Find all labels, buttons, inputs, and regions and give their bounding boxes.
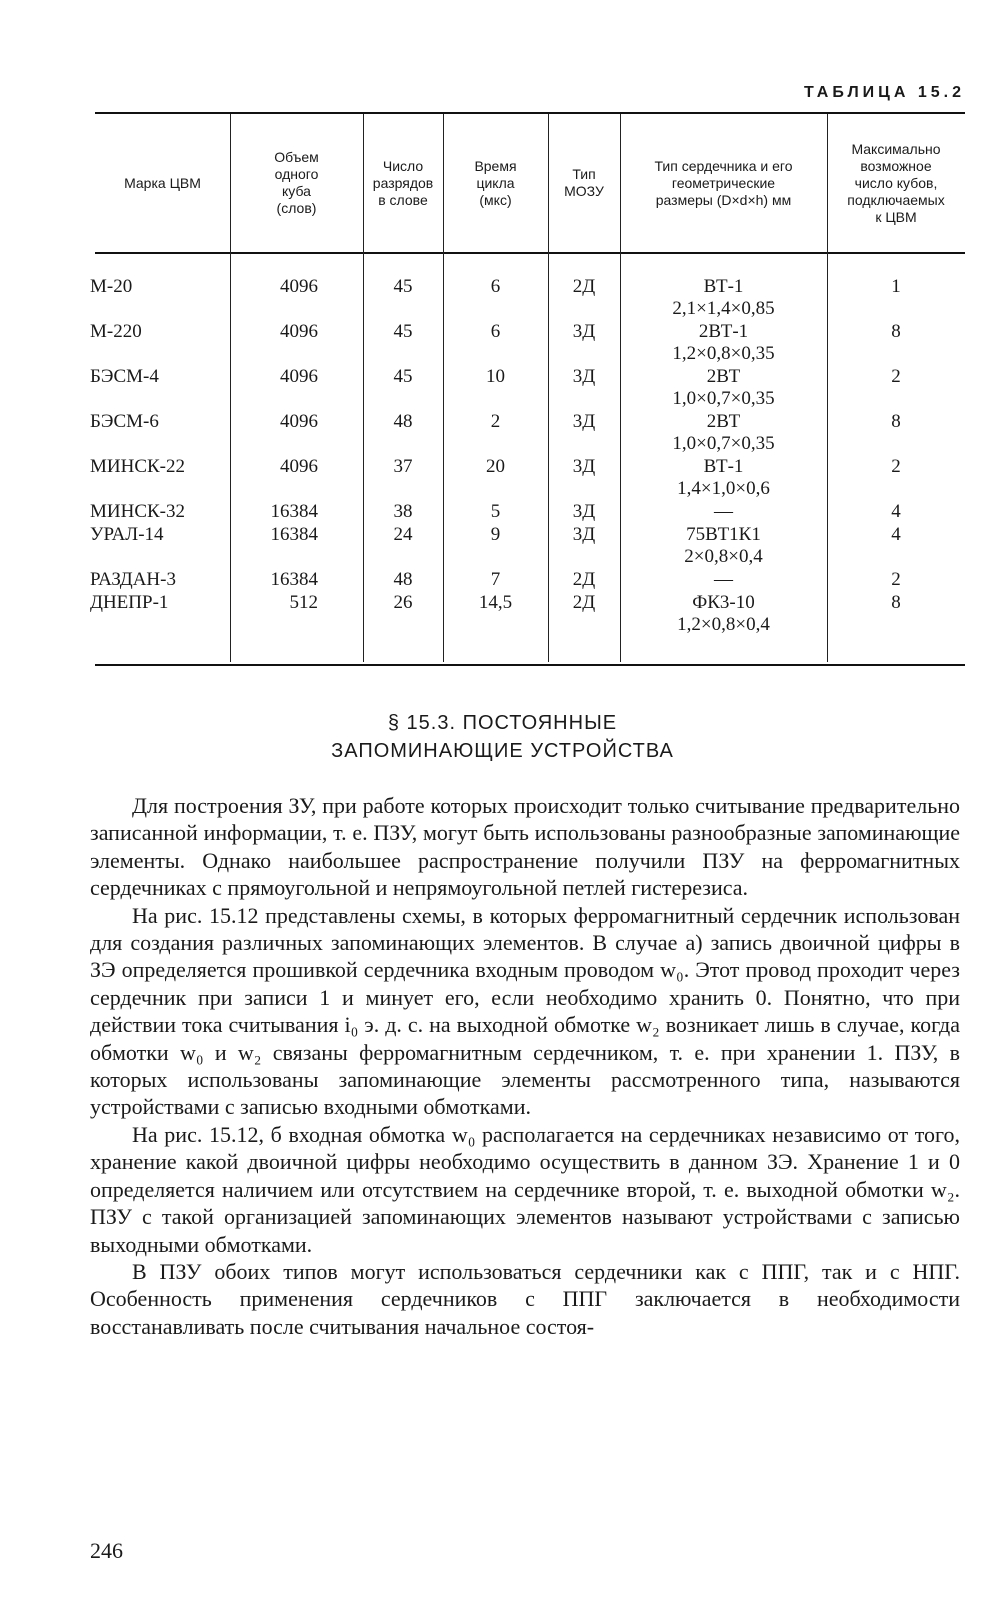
table-header-text: возможное bbox=[860, 157, 932, 174]
table-cell-volume: 512 bbox=[289, 592, 318, 613]
table-cell-volume: 4096 bbox=[280, 456, 318, 477]
table-cell-cycle: 9 bbox=[490, 524, 501, 545]
table-cell-dims: 1,0×0,7×0,35 bbox=[672, 388, 775, 409]
table-cell-mozu: 3Д bbox=[572, 501, 596, 522]
table-cell-volume: 16384 bbox=[270, 501, 318, 522]
table-header-cell bbox=[548, 114, 620, 252]
table-header-cell bbox=[620, 114, 827, 252]
table-cell-max: 8 bbox=[891, 411, 901, 432]
table-header-text: цикла bbox=[476, 174, 515, 191]
table-cell-mozu: 2Д bbox=[572, 276, 596, 297]
table-header-text: геометрические bbox=[671, 174, 776, 191]
table-header-text: число кубов, bbox=[854, 174, 938, 191]
table-cell-brand: УРАЛ-14 bbox=[90, 524, 164, 545]
table-header-cell bbox=[95, 114, 230, 252]
table-cell-mozu: 3Д bbox=[572, 411, 596, 432]
table-cell-brand: БЭСМ-6 bbox=[90, 411, 159, 432]
table-cell-bits: 48 bbox=[393, 411, 413, 432]
section-title-line1: § 15.3. ПОСТОЯННЫЕ bbox=[387, 712, 618, 734]
section-title-line2: ЗАПОМИНАЮЩИЕ УСТРОЙСТВА bbox=[331, 740, 674, 762]
paragraph: На рис. 15.12 представлены схемы, в которых ферромагнитный сердечник использован для создания различных запоминающих элементов. В случае а) запись двоичной цифры в ЗЭ определяется прошивкой сердечника входным проводом w₀. Этот провод проходит через сердечник при записи 1 и минует его, если необходимо хранить 0. Понятно, что при действии тока считывания i₀ э. д. с. на выходной обмотке w₂ возникает лишь в случае, когда обмотки w₀ и w₂ связаны ферромагнитным сердечником, т. е. при хранении 1. ПЗУ, в которых использованы запоминающие элементы рассмотренного типа, называются устройствами с записью входными обмотками. bbox=[90, 902, 960, 1120]
table-header-cell bbox=[363, 114, 443, 252]
body-text bbox=[90, 792, 960, 1340]
table-cell-dims: 1,2×0,8×0,35 bbox=[672, 343, 775, 364]
table-cell-max: 4 bbox=[891, 524, 901, 545]
table-header-cell bbox=[827, 114, 965, 252]
table-cell-core: 75ВТ1К1 bbox=[686, 524, 761, 545]
table-cell-cycle: 10 bbox=[486, 366, 505, 387]
table-cell-mozu: 3Д bbox=[572, 321, 596, 342]
table-cell-mozu: 2Д bbox=[572, 569, 596, 590]
table-cell-brand: М-20 bbox=[90, 276, 133, 297]
table-cell-max: 4 bbox=[891, 501, 901, 522]
page-number: 246 bbox=[90, 1538, 123, 1563]
table-header-text: МОЗУ bbox=[564, 183, 604, 199]
table-header-text: Максимально bbox=[851, 140, 941, 157]
table-header-text: Марка ЦВМ bbox=[124, 174, 201, 191]
table-cell-dims: 1,2×0,8×0,4 bbox=[677, 614, 770, 635]
table-cell-core: — bbox=[714, 501, 733, 522]
table-header-text: куба bbox=[282, 183, 311, 199]
table-cell-volume: 16384 bbox=[270, 524, 318, 545]
table-cell-cycle: 20 bbox=[486, 456, 505, 477]
table-cell-bits: 24 bbox=[393, 524, 413, 545]
table-cell-brand: ДНЕПР-1 bbox=[90, 592, 169, 613]
table-cell-max: 2 bbox=[891, 569, 901, 590]
table-header-text: Объем bbox=[274, 149, 319, 165]
table-cell-mozu: 3Д bbox=[572, 366, 596, 387]
table-cell-mozu: 3Д bbox=[572, 524, 596, 545]
table-cell-bits: 26 bbox=[393, 592, 413, 613]
table-cell-volume: 16384 bbox=[270, 569, 318, 590]
table-cell-core: 2ВТ-1 bbox=[698, 321, 749, 342]
table-cell-brand: БЭСМ-4 bbox=[90, 366, 159, 387]
table-cell-brand: РАЗДАН-3 bbox=[90, 569, 176, 590]
table-cell-brand: М-220 bbox=[90, 321, 142, 342]
table-cell-dims: 2,1×1,4×0,85 bbox=[672, 298, 775, 319]
table-cell-bits: 48 bbox=[393, 569, 413, 590]
table-cell-dims: 1,0×0,7×0,35 bbox=[672, 433, 775, 454]
table-caption: ТАБЛИЦА 15.2 bbox=[804, 84, 965, 101]
table-cell-bits: 45 bbox=[393, 366, 413, 387]
table-header-text: (мкс) bbox=[479, 191, 512, 208]
table-header-cell bbox=[443, 114, 548, 252]
table-header-text: к ЦВМ bbox=[875, 208, 917, 225]
table-cell-brand: МИНСК-32 bbox=[90, 501, 186, 522]
table-header-text: в слове bbox=[378, 191, 428, 208]
table-cell-volume: 4096 bbox=[280, 276, 318, 297]
table-cell-volume: 4096 bbox=[280, 366, 318, 387]
table-cell-dims: 2×0,8×0,4 bbox=[684, 546, 763, 567]
table-cell-max: 8 bbox=[891, 321, 901, 342]
table-cell-core: — bbox=[714, 569, 733, 590]
table-cell-core: 2ВТ bbox=[706, 366, 741, 387]
table-cell-mozu: 3Д bbox=[572, 456, 596, 477]
table-header-text: Время bbox=[474, 157, 517, 174]
table-cell-mozu: 2Д bbox=[572, 592, 596, 613]
table-cell-max: 1 bbox=[891, 276, 901, 297]
table-header-text: разрядов bbox=[372, 174, 434, 191]
table-cell-brand: МИНСК-22 bbox=[90, 456, 186, 477]
table-header-text: (слов) bbox=[276, 200, 317, 216]
paragraph: Для построения ЗУ, при работе которых происходит только считывание предварительно записанной информации, т. е. ПЗУ, могут быть использованы разнообразные запоминающие элементы. Однако наибольшее распространение получили ПЗУ на ферромагнитных сердечниках с прямоугольной и непрямоугольной петлей гистерезиса. bbox=[90, 793, 960, 901]
table-cell-cycle: 7 bbox=[490, 569, 501, 590]
table-cell-cycle: 2 bbox=[490, 411, 501, 432]
table-header-text: подключаемых bbox=[847, 191, 945, 208]
table-cell-bits: 38 bbox=[393, 501, 413, 522]
table-cell-max: 8 bbox=[891, 592, 901, 613]
table-cell-cycle: 14,5 bbox=[478, 592, 513, 613]
table-cell-bits: 37 bbox=[393, 456, 413, 477]
paragraph: На рис. 15.12, б входная обмотка w₀ располагается на сердечниках независимо от того, хранение какой двоичной цифры необходимо осуществить в данном ЗЭ. Хранение 1 и 0 определяется наличием или отсутствием на сердечнике второй, т. е. выходной обмотки w₂. ПЗУ с такой организацией запоминающих элементов называют устройствами с записью выходными обмотками. bbox=[90, 1121, 960, 1257]
table-cell-bits: 45 bbox=[393, 321, 413, 342]
table-header-rule bbox=[95, 252, 965, 254]
table-header-text: Число bbox=[382, 157, 424, 174]
table-cell-cycle: 5 bbox=[490, 501, 501, 522]
table-cell-cycle: 6 bbox=[490, 276, 501, 297]
table-cell-max: 2 bbox=[891, 366, 901, 387]
paragraph: В ПЗУ обоих типов могут использоваться сердечники как с ППГ, так и с НПГ. Особенность применения сердечников с ППГ заключается в необходимости восстанавливать после считывания начальное состоя- bbox=[90, 1258, 960, 1339]
table-cell-max: 2 bbox=[891, 456, 901, 477]
table-cell-volume: 4096 bbox=[280, 411, 318, 432]
table-header-text: размеры (D×d×h) мм bbox=[655, 191, 792, 208]
table-cell-bits: 45 bbox=[393, 276, 413, 297]
table-cell-dims: 1,4×1,0×0,6 bbox=[677, 478, 770, 499]
table-cell-core: 2ВТ bbox=[706, 411, 741, 432]
table-header-text: одного bbox=[274, 166, 319, 182]
table-bottom-rule bbox=[95, 664, 965, 666]
table-header-text: Тип bbox=[572, 166, 596, 182]
table-cell-core: ФК3-10 bbox=[692, 592, 755, 613]
table-cell-core: ВТ-1 bbox=[703, 456, 744, 477]
table-header-text: Тип сердечника и его bbox=[654, 157, 793, 174]
table-header-cell bbox=[230, 114, 363, 252]
table-cell-volume: 4096 bbox=[280, 321, 318, 342]
table-cell-core: ВТ-1 bbox=[703, 276, 744, 297]
table-cell-cycle: 6 bbox=[490, 321, 501, 342]
